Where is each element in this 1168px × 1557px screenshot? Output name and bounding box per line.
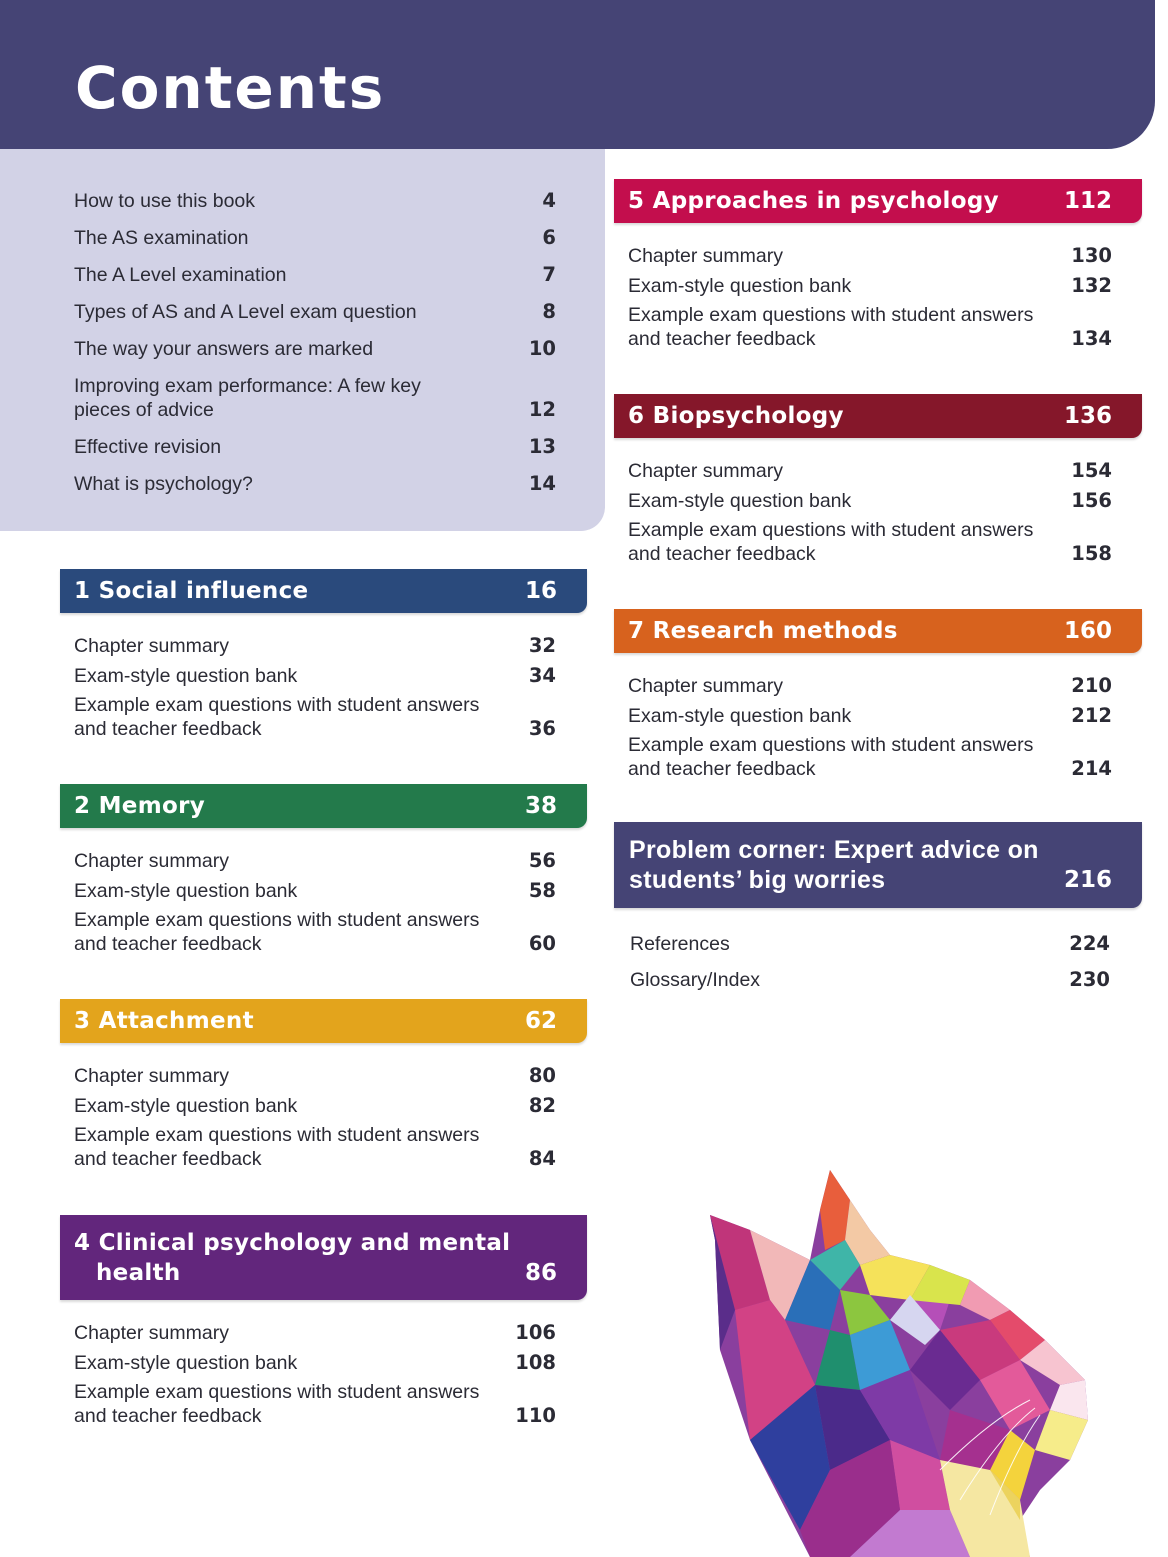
chapter-item-page: 106 xyxy=(515,1321,556,1344)
chapter-page: 160 xyxy=(1063,618,1112,644)
chapter-item-label: Exam-style question bank xyxy=(74,665,298,687)
chapter-item-label: Chapter summary xyxy=(628,460,783,482)
chapter-page: 136 xyxy=(1063,403,1112,429)
chapter-item-label: Chapter summary xyxy=(74,1065,229,1087)
intro-item-label: What is psychology? xyxy=(74,473,253,495)
intro-item-page: 4 xyxy=(542,189,556,212)
chapter-item-page: 158 xyxy=(1071,542,1112,565)
chapter-item-page: 82 xyxy=(528,1094,556,1117)
chapter-item-label: Chapter summary xyxy=(74,1322,229,1344)
chapter-page: 16 xyxy=(524,578,557,604)
intro-item-page: 13 xyxy=(528,435,556,458)
intro-item-page: 14 xyxy=(528,472,556,495)
chapter-item-page: 154 xyxy=(1071,459,1112,482)
chapter-item-page: 80 xyxy=(528,1064,556,1087)
intro-item-label: The A Level examination xyxy=(74,264,287,286)
chapter-title: 2 Memory xyxy=(74,793,205,819)
chapter-item-label-cont: and teacher feedback xyxy=(628,328,816,350)
intro-item-label: The way your answers are marked xyxy=(74,338,374,360)
problem-corner-title: Problem corner: Expert advice on xyxy=(629,836,1039,864)
chapter-item-page: 212 xyxy=(1071,704,1112,727)
cat-illustration xyxy=(710,1170,1088,1557)
chapter-item-label: Exam-style question bank xyxy=(628,275,852,297)
chapter-title: 4 Clinical psychology and mental xyxy=(74,1230,511,1256)
intro-item-page: 6 xyxy=(542,226,556,249)
chapter-page: 112 xyxy=(1063,188,1112,214)
chapter-page: 86 xyxy=(524,1260,557,1286)
chapter-item-label: Exam-style question bank xyxy=(74,880,298,902)
chapter-item-page: 210 xyxy=(1071,674,1112,697)
chapter-title: 3 Attachment xyxy=(74,1008,254,1034)
chapter-item-label: Example exam questions with student answers xyxy=(628,519,1034,541)
header-banner xyxy=(0,0,1155,149)
chapter-item-page: 156 xyxy=(1071,489,1112,512)
chapter-title: 5 Approaches in psychology xyxy=(628,188,999,214)
chapter-item-page: 36 xyxy=(528,717,556,740)
intro-item-label: How to use this book xyxy=(74,190,256,212)
chapter-item-page: 214 xyxy=(1071,757,1112,780)
chapter-item-page: 110 xyxy=(515,1404,556,1427)
chapter-item-label: Chapter summary xyxy=(74,635,229,657)
chapter-item-label: Chapter summary xyxy=(628,675,783,697)
page-title: Contents xyxy=(75,54,386,122)
chapter-item-page: 60 xyxy=(528,932,556,955)
chapter-item-label: Chapter summary xyxy=(628,245,783,267)
chapter-title: 1 Social influence xyxy=(74,578,309,604)
chapter-item-page: 56 xyxy=(528,849,556,872)
chapter-item-label: Example exam questions with student answers xyxy=(74,909,480,931)
chapter-item-label-cont: and teacher feedback xyxy=(74,1148,262,1170)
chapter-title: 6 Biopsychology xyxy=(628,403,844,429)
chapter-item-page: 84 xyxy=(528,1147,556,1170)
back-matter-page: 224 xyxy=(1069,932,1110,955)
chapter-item-page: 130 xyxy=(1071,244,1112,267)
chapter-item-label-cont: and teacher feedback xyxy=(74,1405,262,1427)
chapter-item-label: Example exam questions with student answers xyxy=(74,1381,480,1403)
chapter-title-cont: health xyxy=(96,1260,181,1286)
intro-item-label: Types of AS and A Level exam question xyxy=(74,301,417,323)
chapter-item-label: Exam-style question bank xyxy=(74,1095,298,1117)
chapter-item-label: Chapter summary xyxy=(74,850,229,872)
chapter-item-label: Exam-style question bank xyxy=(628,490,852,512)
chapter-item-label-cont: and teacher feedback xyxy=(628,543,816,565)
chapter-item-page: 108 xyxy=(515,1351,556,1374)
intro-item-page: 12 xyxy=(528,398,556,421)
intro-item-page: 10 xyxy=(528,337,556,360)
chapter-item-label: Example exam questions with student answers xyxy=(628,734,1034,756)
chapter-item-page: 58 xyxy=(528,879,556,902)
chapter-title: 7 Research methods xyxy=(628,618,898,644)
back-matter-label: References xyxy=(630,933,730,955)
chapter-item-label: Exam-style question bank xyxy=(628,705,852,727)
intro-item-label: The AS examination xyxy=(74,227,249,249)
chapter-item-label-cont: and teacher feedback xyxy=(628,758,816,780)
chapter-item-label: Example exam questions with student answers xyxy=(628,304,1034,326)
chapter-item-page: 134 xyxy=(1071,327,1112,350)
chapter-item-label: Exam-style question bank xyxy=(74,1352,298,1374)
geometric-cat-icon xyxy=(690,1170,1090,1557)
chapter-page: 38 xyxy=(524,793,557,819)
back-matter-page: 230 xyxy=(1069,968,1110,991)
chapter-item-page: 132 xyxy=(1071,274,1112,297)
chapter-item-label: Example exam questions with student answers xyxy=(74,1124,480,1146)
chapter-item-label-cont: and teacher feedback xyxy=(74,933,262,955)
intro-item-label-cont: pieces of advice xyxy=(74,399,214,421)
back-matter-label: Glossary/Index xyxy=(630,969,761,991)
chapter-page: 62 xyxy=(524,1008,557,1034)
chapter-item-label-cont: and teacher feedback xyxy=(74,718,262,740)
chapter-item-label: Example exam questions with student answers xyxy=(74,694,480,716)
intro-item-label: Improving exam performance: A few key xyxy=(74,375,421,397)
intro-item-page: 7 xyxy=(542,263,556,286)
intro-item-page: 8 xyxy=(542,300,556,323)
chapter-item-page: 34 xyxy=(528,664,556,687)
chapter-item-page: 32 xyxy=(528,634,556,657)
intro-item-label: Effective revision xyxy=(74,436,222,458)
problem-corner-page: 216 xyxy=(1063,867,1112,893)
problem-corner-title-cont: students’ big worries xyxy=(629,866,886,894)
